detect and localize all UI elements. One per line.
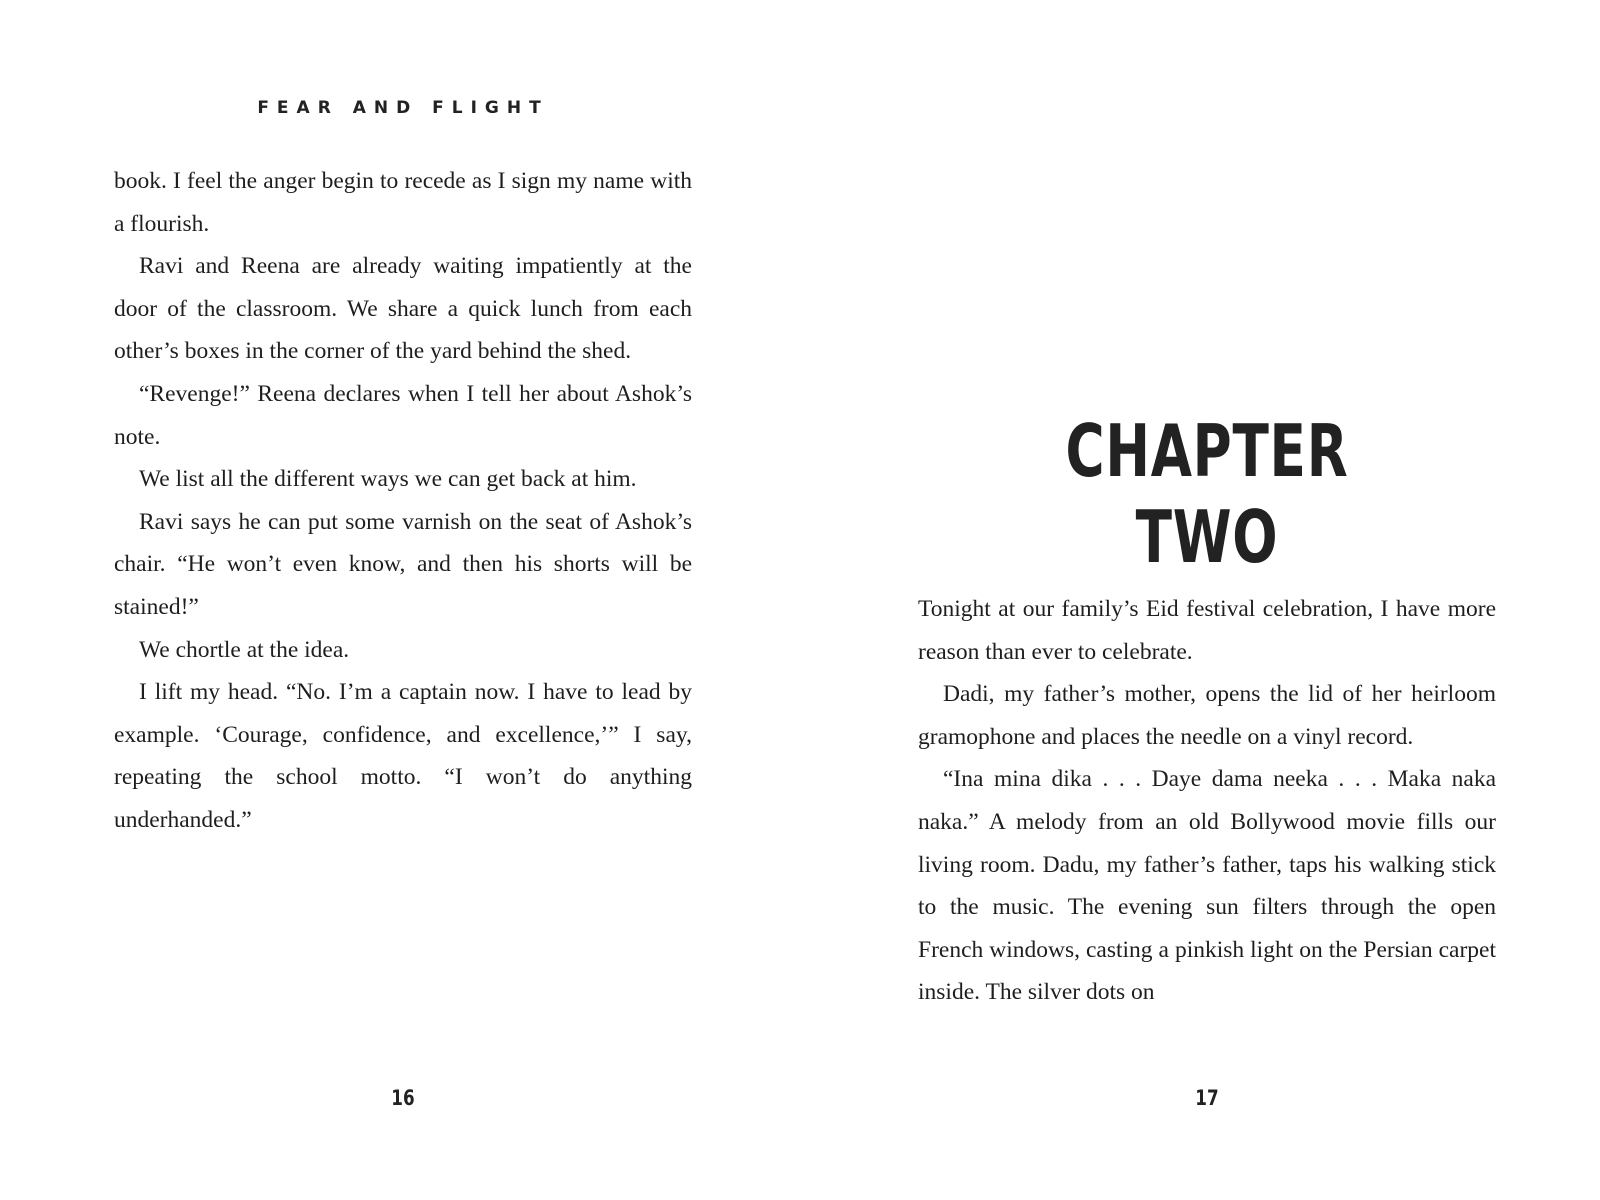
paragraph: I lift my head. “No. I’m a captain now. I have to lead by example. ‘Courage, confidence, and excellence,’” I say, repeating the school motto. “I won’t do anything underhanded.” bbox=[114, 679, 692, 833]
right-body-text bbox=[918, 588, 1496, 1014]
paragraph: book. I feel the anger begin to recede as I sign my name with a flourish. bbox=[114, 168, 692, 237]
paragraph: We list all the different ways we can get back at him. bbox=[139, 466, 637, 493]
chapter-title: CHAPTER TWO bbox=[1065, 409, 1349, 579]
paragraph: “Revenge!” Reena declares when I tell her about Ashok’s note. bbox=[114, 380, 692, 450]
paragraph: We chortle at the idea. bbox=[139, 636, 350, 663]
right-page bbox=[800, 0, 1600, 1200]
paragraph: “Ina mina dika . . . Daye dama neeka . . . Maka naka naka.” A melody from an old Bollywood movie fills our living room. Dadu, my father’s father, taps his walking stick to the music. The evening sun filters through the open French windows, casting a pinkish light on the Persian carpet inside. The silver dots on bbox=[918, 766, 1496, 1006]
running-head: FEAR AND FLIGHT bbox=[257, 98, 549, 118]
paragraph: Dadi, my father’s mother, opens the lid of her heirloom gramophone and places the needle on a vinyl record. bbox=[918, 681, 1496, 750]
page-number: 16 bbox=[391, 1086, 415, 1110]
paragraph: Ravi says he can put some varnish on the seat of Ashok’s chair. “He won’t even know, and then his shorts will be stained!” bbox=[114, 508, 692, 620]
paragraph: Ravi and Reena are already waiting impatiently at the door of the classroom. We share a quick lunch from each other’s boxes in the corner of the yard behind the shed. bbox=[114, 253, 692, 365]
page-number: 17 bbox=[1195, 1086, 1219, 1110]
paragraph: Tonight at our family’s Eid festival celebration, I have more reason than ever to celebrate. bbox=[918, 596, 1496, 665]
left-body-text bbox=[114, 160, 692, 842]
